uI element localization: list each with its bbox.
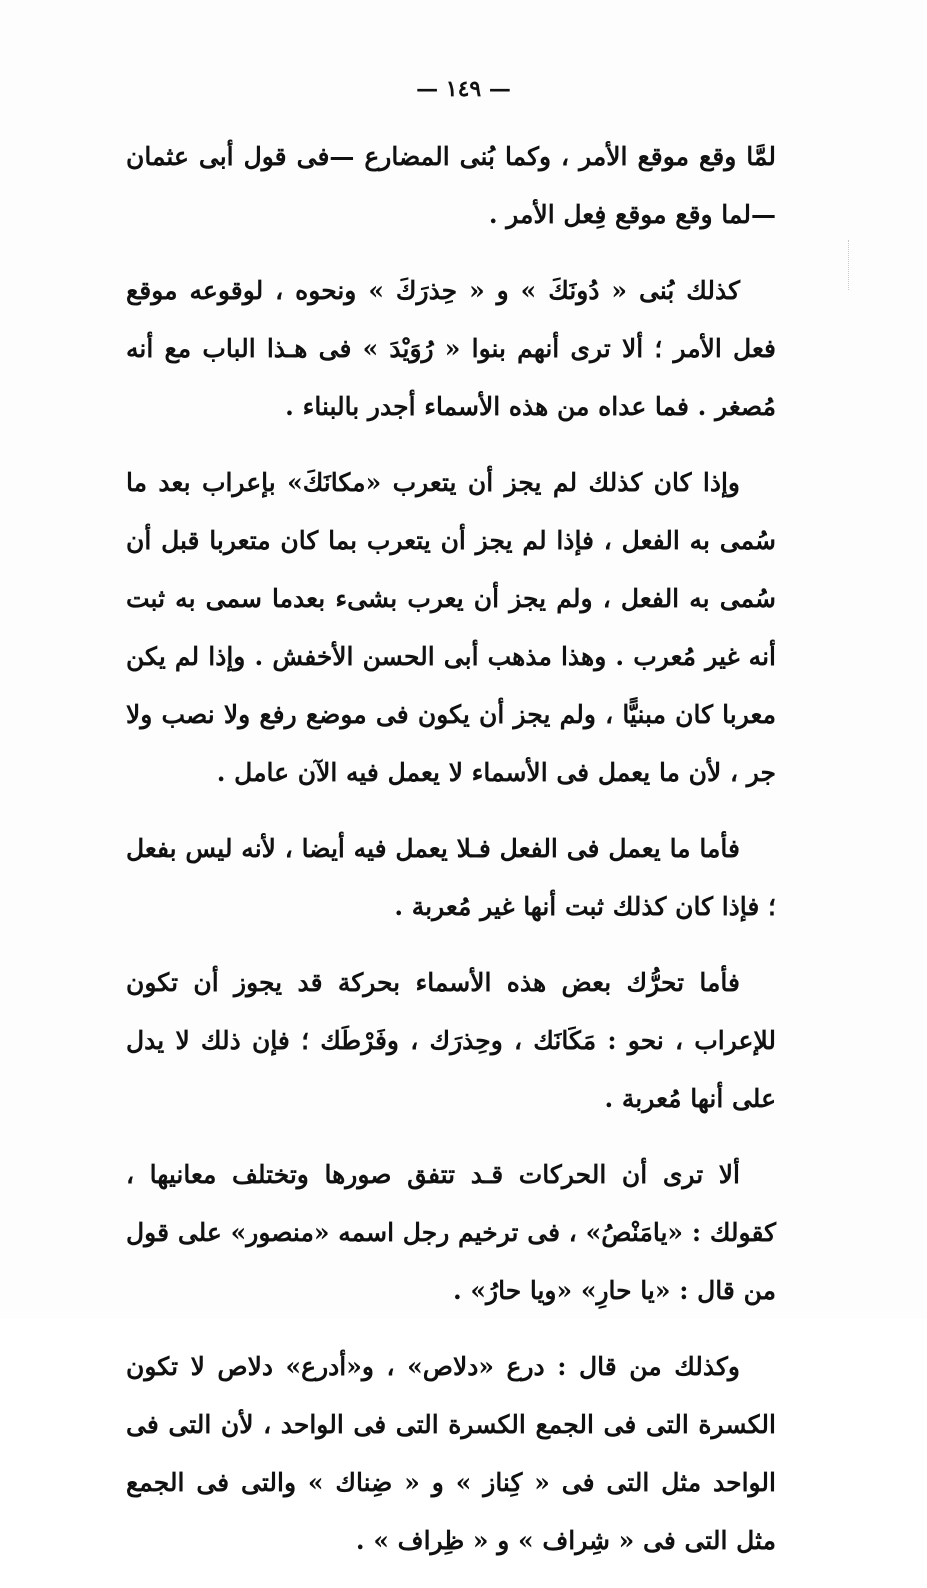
paragraph-4: فأما ما يعمل فى الفعل فـلا يعمل فيه أيضا ، لأنه ليس بفعل ؛ فإذا كان كذلك ثبت أنها غير مُعربة . (126, 834, 776, 921)
scan-edge-marks (848, 240, 853, 290)
paragraph-3: وإذا كان كذلك لم يجز أن يتعرب «مكانَكَ» بإعراب بعد ما سُمى به الفعل ، فإذا لم يجز أن يتعرب بما كان متعربا قبل أن سُمى به الفعل ، ولم يجز أن يعرب بشىء بعدما سمى به ثبت أنه غير مُعرب . وهذا مذهب أبى الحسن الأخفش . وإذا لم يكن معربا كان مبنيًّا ، ولم يجز أن يكون فى موضع رفع ولا نصب ولا جر ، لأن ما يعمل فى الأسماء لا يعمل فيه الآن عامل . (126, 468, 776, 787)
paragraph-6: ألا ترى أن الحركات قـد تتفق صورها وتختلف معانيها ، كقولك : «يامَنْصُ» ، فى ترخيم رجل اسمه «منصور» على قول من قال : «يا حارِ» «ويا حارُ» . (126, 1160, 776, 1305)
paragraph-7: وكذلك من قال : درع «دلاص» ، و«أدرع» دلاص لا تكون الكسرة التى فى الجمع الكسرة التى فى الواحد ، لأن التى فى الواحد مثل التى فى « كِناز » و « ضِناك » والتى فى الجمع مثل التى فى « شِراف » و « ظِراف » . (126, 1352, 776, 1555)
body-text (126, 128, 776, 1588)
paragraph-1: لمَّا وقع موقع الأمر ، وكما بُنى المضارع —فى قول أبى عثمان —لما وقع موقع فِعل الأمر . (126, 142, 776, 229)
paragraph-5: فأما تحرُّك بعض هذه الأسماء بحركة قد يجوز أن تكون للإعراب ، نحو : مَكَانَك ، وحِذرَك ، وفَرْطَك ؛ فإن ذلك لا يدل على أنها مُعربة . (126, 968, 776, 1113)
paragraph-2: كذلك بُنى « دُونَكَ » و « حِذرَكَ » ونحوه ، لوقوعه موقع فعل الأمر ؛ ألا ترى أنهم بنوا « رُوَيْدَ » فى هـذا الباب مع أنه مُصغر . فما عداه من هذه الأسماء أجدر بالبناء . (126, 276, 776, 421)
page-number: — ١٤٩ — (416, 76, 511, 102)
